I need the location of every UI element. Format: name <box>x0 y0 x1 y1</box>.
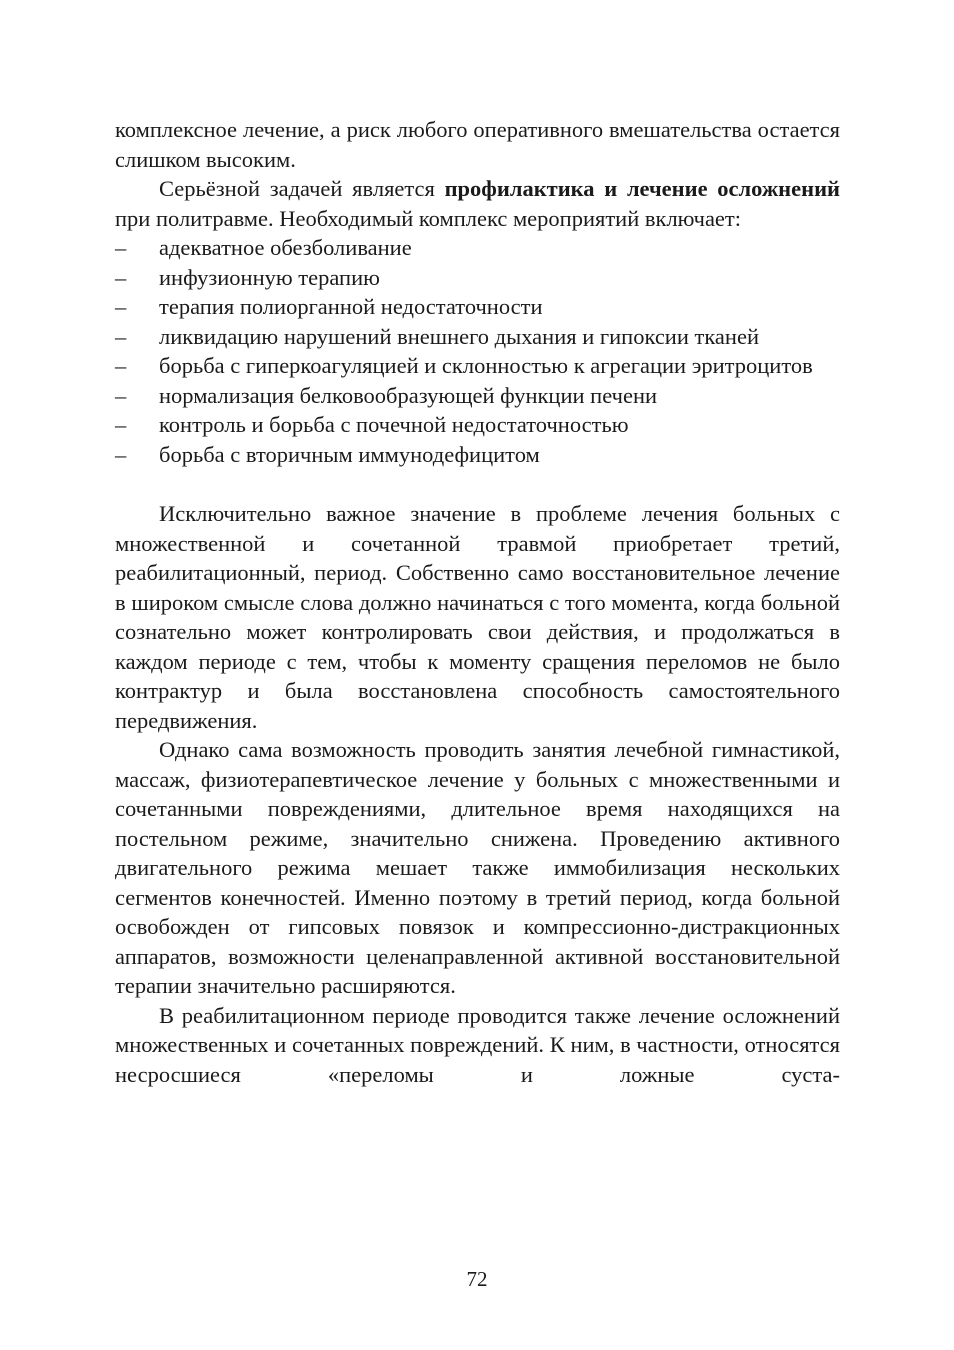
list-item <box>115 233 840 263</box>
dash-bullet: – <box>115 441 127 467</box>
list-item-text: контроль и борьба с почечной недостаточностью <box>159 412 629 437</box>
paragraph-mobility: Однако сама возможность проводить занятия лечебной гимнастикой, массаж, физиотерапевтическое лечение у больных с множественными и сочетанными повреждениями, длительное время находящихся на постельном режиме, значительно снижена. Проведению активного двигательного режима мешает также иммобилизация нескольких сегментов конечностей. Именно поэтому в третий период, когда больной освобожден от гипсовых повязок и компрессионно-дистракционных аппаратов, возможности целенаправленной активной восстановительной терапии значительно расширяются. <box>115 737 840 998</box>
list-item-text: ликвидацию нарушений внешнего дыхания и гипоксии тканей <box>159 323 759 349</box>
list-item-text: инфузионную терапию <box>159 264 380 290</box>
list-item <box>115 322 840 352</box>
dash-bullet: – <box>115 264 127 290</box>
paragraph-complications-rehab: В реабилитационном периоде проводится также лечение осложнений множественных и сочетанных повреждений. К ним, в частности, относятся несросшиеся «переломы и ложные суста- <box>115 1002 840 1087</box>
list-item-text: адекватное обезболивание <box>159 235 412 260</box>
list-item-text: нормализация белковообразующей функции печени <box>159 382 658 408</box>
dash-bullet: – <box>115 235 127 260</box>
dash-bullet: – <box>115 382 127 408</box>
paragraph-complications <box>115 174 840 233</box>
list-item <box>115 410 840 440</box>
list-item-text: борьба с гиперкоагуляцией и склонностью к агрегации эритроцитов <box>159 353 813 378</box>
text-body <box>115 115 840 1089</box>
list-item <box>115 292 840 322</box>
list-item <box>115 440 840 470</box>
section-spacer <box>115 469 840 499</box>
dash-bullet: – <box>115 353 127 378</box>
dash-bullet: – <box>115 323 127 349</box>
list-item <box>115 351 840 381</box>
list-item-text: борьба с вторичным иммунодефицитом <box>159 441 540 467</box>
paragraph-complications-tail: при политравме. Необходимый комплекс мероприятий включает: <box>115 205 742 231</box>
measures-list <box>115 233 840 469</box>
dash-bullet: – <box>115 294 127 319</box>
emphasis-prevention-treatment: профилактика и лечение осложнений <box>444 176 840 201</box>
paragraph-complications-lead: Серьёзной задачей является <box>159 176 445 201</box>
paragraph-continuation: комплексное лечение, а риск любого оперативного вмешательства остается слишком высоким. <box>115 117 840 172</box>
list-item <box>115 263 840 293</box>
dash-bullet: – <box>115 412 127 437</box>
list-item <box>115 381 840 411</box>
page-number: 72 <box>466 1267 488 1291</box>
paragraph-rehabilitation: Исключительно важное значение в проблеме лечения больных с множественной и сочетанной травмой приобретает третий, реабилитационный, период. Собственно само восстановительное лечение в широком смысле слова должно начинаться с того момента, когда больной сознательно может контролировать свои действия, и продолжаться в каждом периоде с тем, чтобы к моменту сращения переломов не было контрактур и была восстановлена способность самостоятельного передвижения. <box>115 501 840 733</box>
list-item-text: терапия полиорганной недостаточности <box>159 294 543 319</box>
